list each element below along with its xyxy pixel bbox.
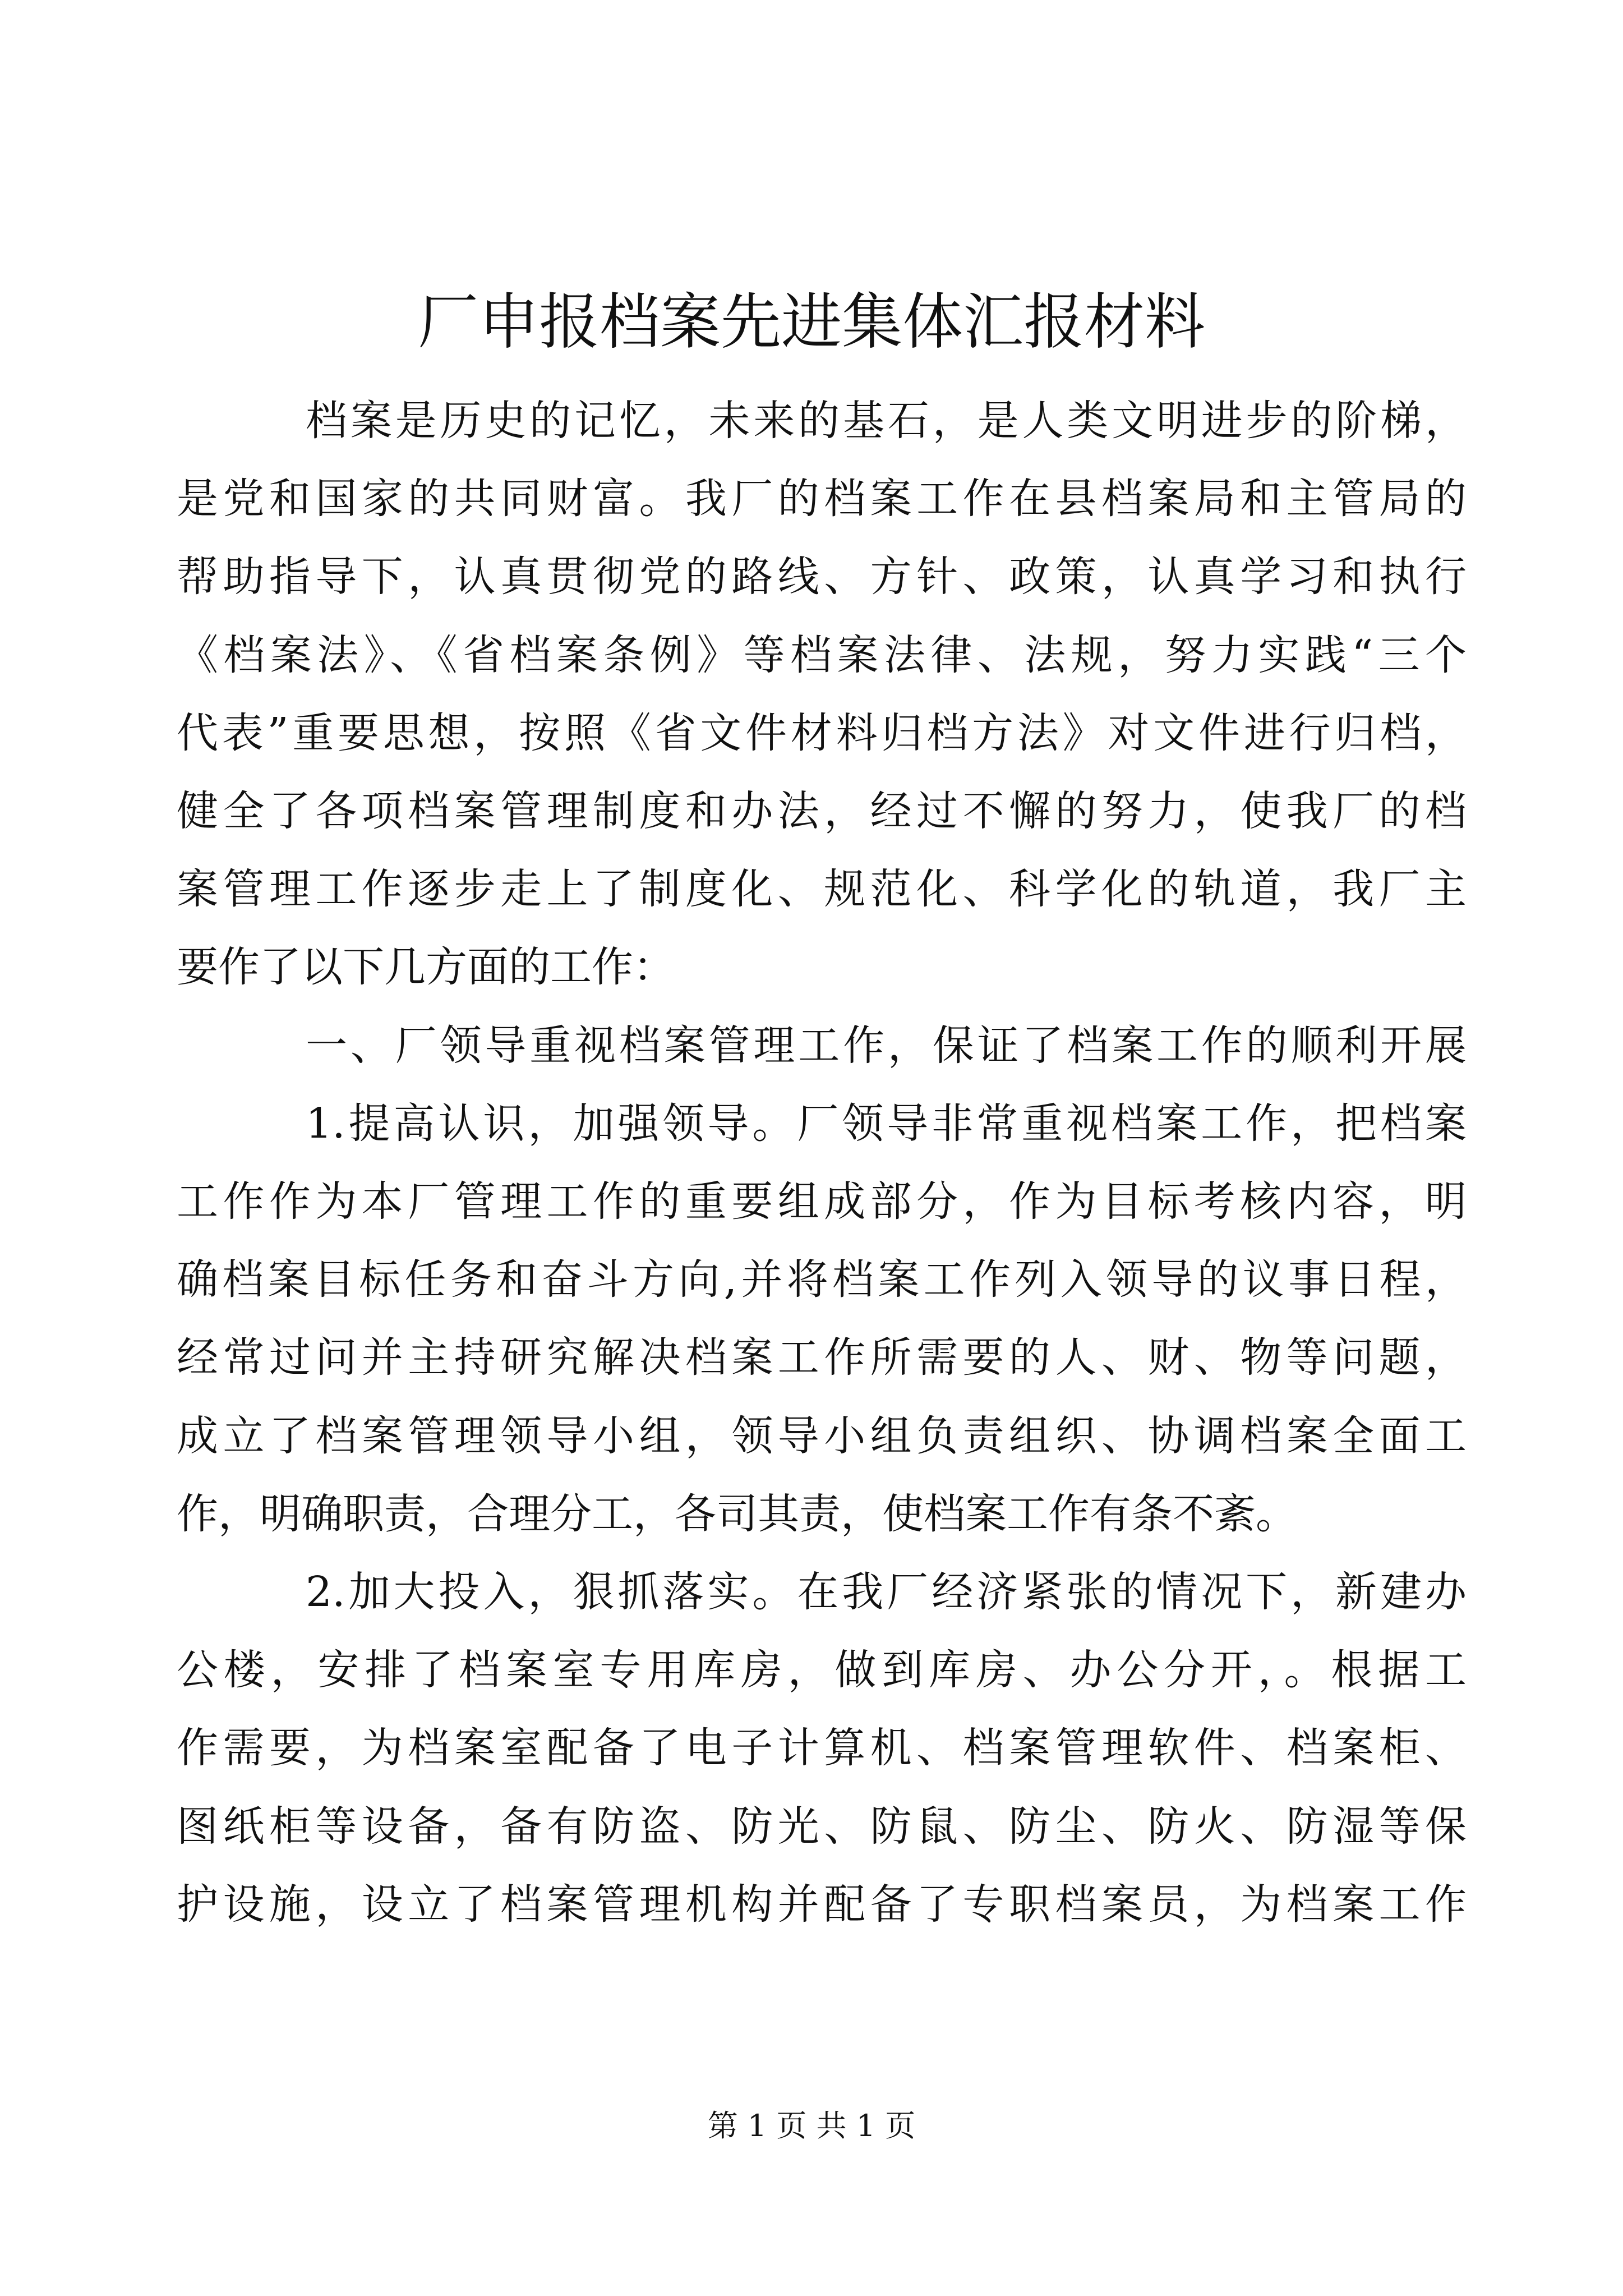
paragraph-line: 是党和国家的共同财富。我厂的档案工作在县档案局和主管局的	[177, 475, 1467, 523]
document-title: 厂申报档案先进集体汇报材料	[417, 287, 1205, 357]
paragraph-line: 案管理工作逐步走上了制度化、规范化、科学化的轨道，我厂主	[177, 865, 1467, 913]
paragraph-line: 《档案法》、《省档案条例》等档案法律、法规，努力实践“三个	[177, 631, 1467, 679]
paragraph-line: 作，明确职责，合理分工，各司其责，使档案工作有条不紊。	[177, 1490, 1297, 1538]
paragraph-line: 2.加大投入，狠抓落实。在我厂经济紧张的情况下，新建办	[306, 1568, 1467, 1616]
paragraph-line: 健全了各项档案管理制度和办法，经过不懈的努力，使我厂的档	[177, 787, 1467, 835]
paragraph-line: 作需要，为档案室配备了电子计算机、档案管理软件、档案柜、	[177, 1724, 1467, 1772]
paragraph-line: 图纸柜等设备，备有防盗、防光、防鼠、防尘、防火、防湿等保	[177, 1802, 1467, 1851]
paragraph-line: 一、厂领导重视档案管理工作，保证了档案工作的顺利开展	[306, 1022, 1467, 1070]
paragraph-line: 确档案目标任务和奋斗方向,并将档案工作列入领导的议事日程，	[177, 1255, 1467, 1304]
paragraph-line: 经常过问并主持研究解决档案工作所需要的人、财、物等问题，	[177, 1333, 1467, 1382]
paragraph-line: 公楼，安排了档案室专用库房，做到库房、办公分开，。根据工	[177, 1646, 1467, 1694]
paragraph-line: 要作了以下几方面的工作：	[177, 943, 675, 991]
paragraph-line: 成立了档案管理领导小组，领导小组负责组织、协调档案全面工	[177, 1412, 1467, 1460]
paragraph-line: 代表”重要思想，按照《省文件材料归档方法》对文件进行归档，	[177, 709, 1467, 757]
paragraph-line: 工作作为本厂管理工作的重要组成部分，作为目标考核内容，明	[177, 1177, 1467, 1226]
paragraph-line: 1.提高认识，加强领导。厂领导非常重视档案工作，把档案	[306, 1099, 1467, 1148]
paragraph-line: 帮助指导下，认真贯彻党的路线、方针、政策，认真学习和执行	[177, 553, 1467, 601]
paragraph-line: 护设施，设立了档案管理机构并配备了专职档案员，为档案工作	[177, 1880, 1467, 1929]
page-footer: 第 1 页 共 1 页	[707, 2108, 916, 2143]
paragraph-line: 档案是历史的记忆，未来的基石，是人类文明进步的阶梯，	[306, 397, 1467, 445]
